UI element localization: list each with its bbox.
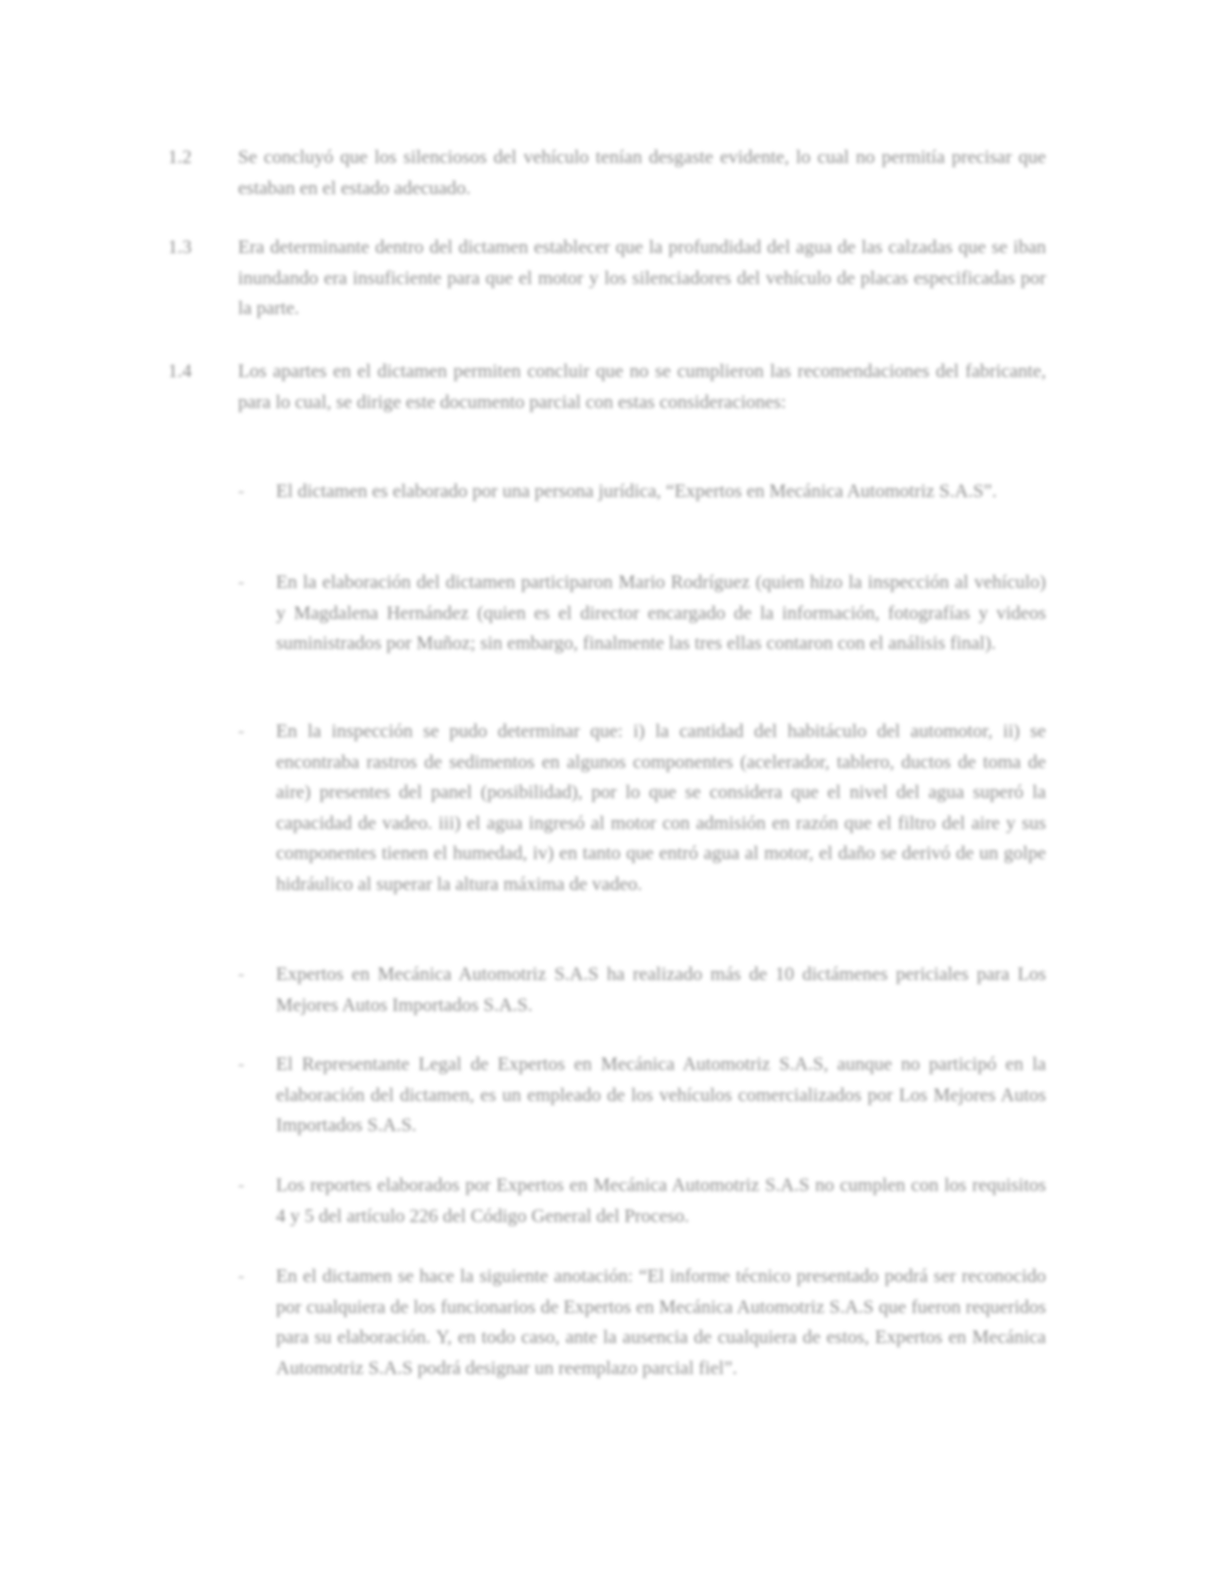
bullet-item: [238, 477, 1046, 508]
bullet-text: En la elaboración del dictamen participaron Mario Rodríguez (quien hizo la inspección al vehículo) y Magdalena Hernández (quien es el director encargado de la información, fotografías y videos suministrados por Muñoz; sin embargo, finalmente las tres ellas contaron con el análisis final).: [276, 572, 1046, 654]
bullet-text: El dictamen es elaborado por una persona jurídica, “Expertos en Mecánica Automotriz S.A.S”.: [276, 481, 997, 502]
bullet-dash: -: [238, 481, 245, 502]
bullet-dash: -: [238, 1054, 245, 1075]
bullet-dash: -: [238, 721, 245, 742]
section-paragraph: Se concluyó que los silenciosos del vehículo tenían desgaste evidente, lo cual no permitía precisar que estaban en el estado adecuado.: [238, 147, 1046, 199]
bullet-item: [238, 717, 1046, 900]
section-paragraph: Era determinante dentro del dictamen establecer que la profundidad del agua de las calzadas que se iban inundando era insuficiente para que el motor y los silenciadores del vehículo de placas especificadas por la parte.: [238, 237, 1046, 319]
bullet-text: En el dictamen se hace la siguiente anotación: “El informe técnico presentado podrá ser reconocido por cualquiera de los funcionarios de Expertos en Mecánica Automotriz S.A.S que fueron requeridos para su elaboración. Y, en todo caso, ante la ausencia de cualquiera de estos, Expertos en Mecánica Automotriz S.A.S podrá designar un reemplazo parcial fiel”.: [276, 1266, 1046, 1379]
bullet-dash: -: [238, 1175, 245, 1196]
bullet-item: [238, 960, 1046, 1021]
section-paragraph: Los apartes en el dictamen permiten concluir que no se cumplieron las recomendaciones del fabricante, para lo cual, se dirige este documento parcial con estas consideraciones:: [238, 361, 1046, 413]
bullet-text: Expertos en Mecánica Automotriz S.A.S ha realizado más de 10 dictámenes periciales para Los Mejores Autos Importados S.A.S.: [276, 964, 1046, 1016]
bullet-item: [238, 568, 1046, 660]
bullet-item: [238, 1171, 1046, 1232]
section-1-3: [168, 233, 1046, 325]
bullet-item: [238, 1262, 1046, 1384]
bullet-text: El Representante Legal de Expertos en Mecánica Automotriz S.A.S, aunque no participó en la elaboración del dictamen, es un empleado de los vehículos comercializados por Los Mejores Autos Importados S.A.S.: [276, 1054, 1046, 1136]
bullet-dash: -: [238, 1266, 245, 1287]
bullet-text: En la inspección se pudo determinar que: i) la cantidad del habitáculo del automotor, ii) se encontraba rastros de sedimentos en algunos componentes (acelerador, tablero, ductos de toma de aire) presentes del panel (posibilidad), por lo que se considera que el nivel del agua superó la capacidad de vadeo. iii) el agua ingresó al motor con admisión en razón que el filtro del aire y sus componentes tienen el humedad, iv) en tanto que entró agua al motor, el daño se derivó de un golpe hidráulico al superar la altura máxima de vadeo.: [276, 721, 1046, 895]
section-1-2: [168, 143, 1046, 204]
section-number: 1.2: [168, 147, 192, 168]
bullet-dash: -: [238, 964, 245, 985]
section-number: 1.3: [168, 237, 192, 258]
bullet-dash: -: [238, 572, 245, 593]
bullet-item: [238, 1050, 1046, 1142]
section-1-4: [168, 357, 1046, 418]
bullet-text: Los reportes elaborados por Expertos en Mecánica Automotriz S.A.S no cumplen con los requisitos 4 y 5 del artículo 226 del Código General del Proceso.: [276, 1175, 1046, 1227]
section-number: 1.4: [168, 361, 192, 382]
